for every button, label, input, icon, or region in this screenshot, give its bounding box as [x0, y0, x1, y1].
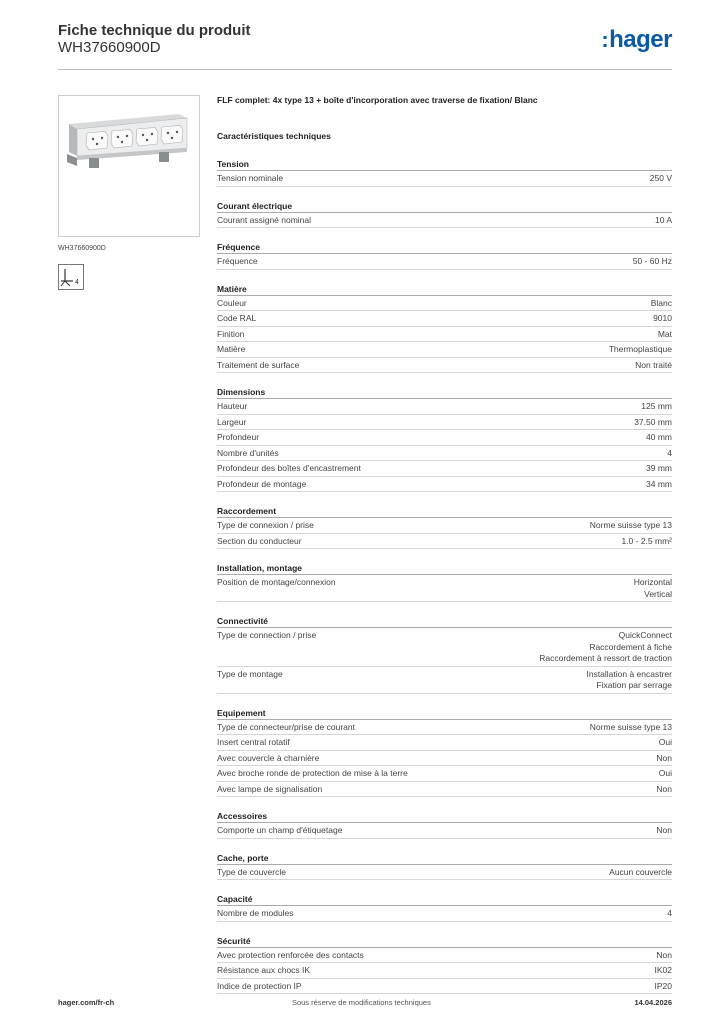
- spec-section: [217, 157, 672, 187]
- spec-section: [217, 282, 672, 374]
- spec-label: Profondeur des boîtes d'encastrement: [217, 463, 361, 473]
- spec-value: 4: [667, 908, 672, 918]
- spec-row: [217, 358, 672, 374]
- spec-row: [217, 399, 672, 415]
- spec-label: Type de connexion / prise: [217, 520, 314, 530]
- spec-section: [217, 809, 672, 839]
- spec-row: [217, 667, 672, 694]
- spec-value: Mat: [657, 328, 672, 339]
- spec-row: [217, 575, 672, 602]
- spec-section-title: Capacité: [217, 892, 672, 906]
- spec-label: Tension nominale: [217, 173, 284, 183]
- spec-section: [217, 892, 672, 922]
- spec-label: Profondeur: [217, 432, 260, 442]
- spec-section-title: Dimensions: [217, 385, 672, 399]
- product-image: [58, 95, 200, 237]
- spec-value: 50 - 60 Hz: [632, 256, 672, 266]
- spec-section-title: Installation, montage: [217, 561, 672, 575]
- spec-value: QuickConnect Raccordement à fiche Raccordement à ressort de traction: [539, 630, 672, 663]
- spec-row: [217, 342, 672, 358]
- spec-row: [217, 823, 672, 839]
- spec-row: [217, 213, 672, 229]
- spec-value: 40 mm: [646, 432, 672, 442]
- document-title: Fiche technique du produit: [58, 22, 251, 39]
- spec-section: [217, 385, 672, 492]
- spec-label: Type de connecteur/prise de courant: [217, 721, 355, 732]
- spec-row: [217, 171, 672, 187]
- spec-label: Résistance aux chocs IK: [217, 965, 311, 975]
- spec-section-title: Fréquence: [217, 240, 672, 254]
- spec-section: [217, 934, 672, 995]
- pictogram-label: 4: [75, 279, 79, 286]
- spec-row: [217, 948, 672, 964]
- spec-row: [217, 865, 672, 881]
- spec-label: Nombre de modules: [217, 908, 294, 918]
- spec-label: Finition: [217, 328, 245, 339]
- spec-value: Oui: [658, 737, 672, 747]
- spec-label: Insert central rotatif: [217, 737, 290, 747]
- spec-value: Norme suisse type 13: [589, 721, 672, 732]
- spec-row: [217, 906, 672, 922]
- spec-value: IP20: [654, 980, 672, 991]
- spec-value: 39 mm: [646, 463, 672, 473]
- spec-value: Non: [656, 783, 672, 794]
- spec-value: Oui: [658, 768, 672, 778]
- footer-website-link[interactable]: hager.com/fr-ch: [58, 998, 115, 1007]
- spec-label: Matière: [217, 344, 246, 354]
- spec-value: 125 mm: [641, 401, 672, 411]
- spec-value: Non: [656, 949, 672, 960]
- spec-row: [217, 720, 672, 736]
- spec-value: Aucun couvercle: [609, 866, 672, 877]
- product-description: FLF complet: 4x type 13 + boîte d'incorporation avec traverse de fixation/ Blanc: [217, 95, 538, 105]
- spec-value: 34 mm: [646, 478, 672, 489]
- spec-label: Avec protection renforcée des contacts: [217, 949, 364, 960]
- spec-section-title: Raccordement: [217, 504, 672, 518]
- product-reference: WH37660900D: [58, 39, 161, 56]
- spec-label: Code RAL: [217, 313, 257, 323]
- page-header: [58, 22, 672, 70]
- logo-text: hager: [609, 26, 672, 53]
- spec-label: Comporte un champ d'étiquetage: [217, 825, 343, 835]
- spec-section: [217, 240, 672, 270]
- spec-label: Type de connection / prise: [217, 630, 317, 640]
- spec-section: [217, 706, 672, 798]
- spec-value: 4: [667, 447, 672, 458]
- mounting-pictogram-icon: [58, 264, 84, 290]
- spec-row: [217, 751, 672, 767]
- spec-value: Non: [656, 752, 672, 763]
- spec-label: Indice de protection IP: [217, 980, 302, 991]
- spec-label: Avec lampe de signalisation: [217, 783, 323, 794]
- spec-value: 250 V: [649, 173, 672, 183]
- footer-date: 14.04.2026: [634, 998, 672, 1007]
- spec-row: [217, 311, 672, 327]
- spec-value: 1.0 - 2.5 mm²: [621, 535, 672, 546]
- spec-value: Installation à encastrer Fixation par serrage: [586, 668, 672, 690]
- spec-row: [217, 461, 672, 477]
- spec-label: Avec broche ronde de protection de mise à la terre: [217, 768, 408, 778]
- spec-label: Hauteur: [217, 401, 248, 411]
- technical-data: [217, 95, 672, 994]
- spec-row: [217, 534, 672, 550]
- spec-heading: Caractéristiques techniques: [217, 131, 331, 141]
- spec-value: IK02: [654, 965, 672, 975]
- spec-row: [217, 782, 672, 798]
- spec-row: [217, 963, 672, 979]
- spec-row: [217, 477, 672, 493]
- spec-label: Position de montage/connexion: [217, 577, 336, 587]
- spec-label: Section du conducteur: [217, 535, 302, 546]
- spec-label: Nombre d'unités: [217, 447, 279, 458]
- spec-row: [217, 327, 672, 343]
- spec-section-title: Matière: [217, 282, 672, 296]
- spec-row: [217, 518, 672, 534]
- spec-value: Horizontal Vertical: [633, 577, 672, 599]
- spec-section: [217, 199, 672, 229]
- spec-value: Non: [656, 825, 672, 835]
- spec-label: Largeur: [217, 416, 247, 427]
- spec-row: [217, 628, 672, 667]
- spec-section: [217, 851, 672, 881]
- spec-value: Blanc: [650, 297, 672, 308]
- spec-value: 10 A: [654, 214, 672, 225]
- spec-value: 37.50 mm: [634, 416, 672, 427]
- spec-value: Thermoplastique: [608, 344, 672, 354]
- spec-section: [217, 504, 672, 549]
- spec-section-title: Tension: [217, 157, 672, 171]
- socket-outlet-image: [59, 96, 199, 236]
- spec-value: Non traité: [635, 359, 672, 370]
- spec-section-title: Courant électrique: [217, 199, 672, 213]
- spec-section: [217, 614, 672, 694]
- spec-label: Type de montage: [217, 668, 283, 679]
- image-caption: WH37660900D: [58, 245, 106, 252]
- spec-row: [217, 735, 672, 751]
- spec-section: [217, 561, 672, 602]
- spec-row: [217, 430, 672, 446]
- spec-label: Profondeur de montage: [217, 478, 307, 489]
- spec-label: Traitement de surface: [217, 359, 300, 370]
- footer-disclaimer: Sous réserve de modifications techniques: [292, 998, 431, 1007]
- spec-section-title: Accessoires: [217, 809, 672, 823]
- spec-label: Courant assigné nominal: [217, 214, 312, 225]
- spec-section-title: Sécurité: [217, 934, 672, 948]
- spec-row: [217, 766, 672, 782]
- spec-sections: [217, 157, 672, 994]
- spec-label: Avec couvercle à charnière: [217, 752, 320, 763]
- spec-row: [217, 979, 672, 995]
- spec-section-title: Cache, porte: [217, 851, 672, 865]
- spec-row: [217, 415, 672, 431]
- spec-label: Fréquence: [217, 256, 258, 266]
- spec-row: [217, 296, 672, 312]
- spec-section-title: Equipement: [217, 706, 672, 720]
- spec-row: [217, 254, 672, 270]
- hager-logo[interactable]: :hager: [601, 26, 672, 53]
- spec-label: Type de couvercle: [217, 866, 286, 877]
- spec-row: [217, 446, 672, 462]
- spec-label: Couleur: [217, 297, 247, 308]
- spec-value: 9010: [653, 313, 672, 323]
- spec-value: Norme suisse type 13: [589, 520, 672, 530]
- spec-section-title: Connectivité: [217, 614, 672, 628]
- product-media: [58, 95, 200, 290]
